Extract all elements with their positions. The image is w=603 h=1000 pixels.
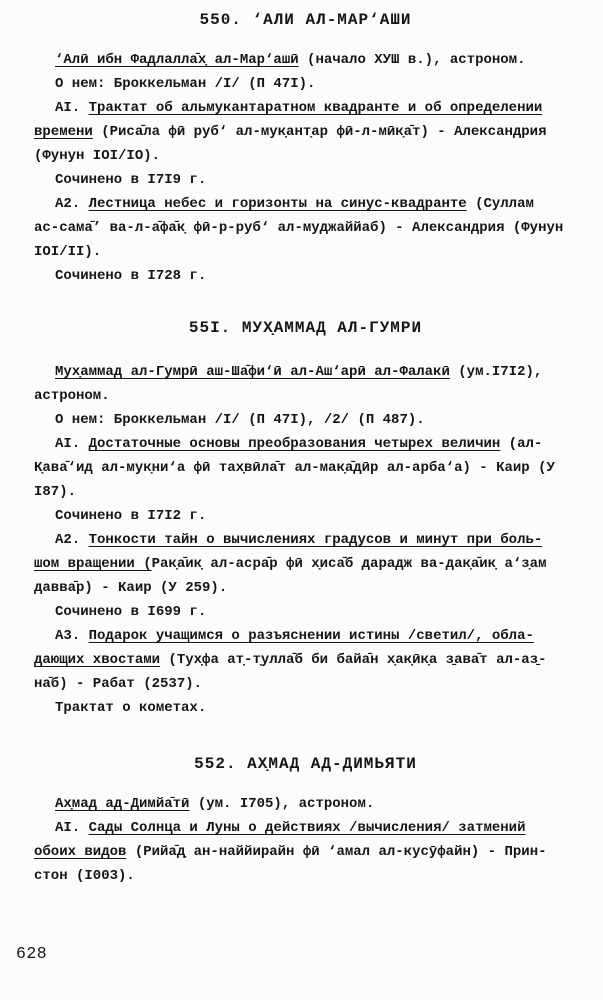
text-line [34, 120, 577, 144]
text-segment: астроном. [34, 388, 110, 404]
text-line [34, 576, 577, 600]
text-segment: ас-сама̄’ ва-л-а̄фа̄к̣ фӣ-р-руб‘ ал-муджаййаб) - Александрия (Фунун [34, 220, 564, 236]
underlined-text: времени [34, 124, 93, 140]
text-segment: А2. [55, 532, 89, 548]
text-line [34, 72, 577, 96]
text-line [34, 504, 577, 528]
text-line [34, 552, 577, 576]
text-segment: (ум.I7I2), [449, 364, 543, 380]
underlined-text: Ах̣мад ад-Димйа̄тӣ [55, 796, 190, 812]
text-segment: О нем: Броккельман /I/ (П 47I), /2/ (П 487). [55, 412, 425, 428]
text-segment: (Рийа̄д̣ ан-наййирайн фӣ ‘амал ал-кусӯфайн) - Прин- [126, 844, 547, 860]
text-segment: (Риса̄ла фӣ руб‘ ал-мук̣ант̣ар фӣ-л-мӣк̣а̄т) - Александрия [92, 124, 547, 140]
text-segment: Рак̣а̄ик̣ ал-асра̄р фӣ х̣иса̄б дарадж ва-дак̣а̄ик̣ а‘з̣ам [151, 556, 547, 572]
text-segment: на̄б) - Рабат (2537). [34, 676, 203, 692]
text-line [34, 648, 577, 672]
text-line [34, 816, 577, 840]
section-heading-550: 550. ‘АЛИ АЛ-МАР‘АШИ [199, 11, 412, 29]
underlined-text: Подарок учащимся о разъяснении истины /светил/, обла- [88, 628, 534, 644]
text-segment: Трактат о кометах. [55, 700, 207, 716]
text-segment: А3. [55, 628, 89, 644]
text-segment: (ум. I705), астроном. [189, 796, 375, 812]
text-line [34, 48, 577, 72]
underlined-text: обоих видов [34, 844, 127, 860]
text-line [34, 696, 577, 720]
underlined-text: шом вращении ( [34, 556, 152, 572]
text-line [34, 360, 577, 384]
text-segment: стон (I003). [34, 868, 135, 884]
text-line [34, 528, 577, 552]
underlined-text: Мух̣аммад ал-Гумрӣ аш-Ша̄фи‘ӣ ал-Аш‘арӣ ал-Фалакӣ [55, 364, 450, 380]
text-segment: К̣ава̄‘ид ал-мук̣ни‘а фӣ тах̣вӣла̄т ал-мак̣а̄дӣр ал-арба‘а) - Каир (У [34, 460, 555, 476]
underlined-text: Тонкости тайн о вычислениях градусов и минут при боль- [88, 532, 543, 548]
underlined-text: Достаточные основы преобразования четырех величин [88, 436, 501, 452]
text-line [34, 240, 577, 264]
text-line [34, 624, 577, 648]
text-segment: АI. [55, 100, 89, 116]
underlined-text: ‘Алӣ ибн Фадлалла̄х̣ ал-Мар‘ашӣ [55, 52, 299, 68]
text-segment: (Тух̣фа ат̣-т̣улла̄б би байа̄н х̣ак̣ӣк̣а з̱ава̄т ал-аз̱- [160, 652, 547, 668]
text-segment: АI. [55, 436, 89, 452]
text-segment: Сочинено в I7I2 г. [55, 508, 207, 524]
page-number: 628 [16, 944, 48, 963]
text-line [34, 384, 577, 408]
text-segment: Сочинено в I7I9 г. [55, 172, 207, 188]
text-line [34, 672, 577, 696]
text-line [34, 96, 577, 120]
underlined-text: Трактат об альмукантаратном квадранте и об определении [88, 100, 543, 116]
section-body-551 [34, 360, 577, 720]
section-body-550 [34, 48, 577, 288]
underlined-text: дающих хвостами [34, 652, 161, 668]
text-segment: (Суллам [466, 196, 534, 212]
text-line [34, 480, 577, 504]
section-body-552 [34, 792, 577, 888]
text-line [34, 192, 577, 216]
text-segment: IOI/II). [34, 244, 102, 260]
text-segment: Сочинено в I699 г. [55, 604, 207, 620]
text-segment: А2. [55, 196, 89, 212]
text-segment: Сочинено в I728 г. [55, 268, 207, 284]
text-line [34, 144, 577, 168]
underlined-text: Лестница небес и горизонты на синус-квадранте [88, 196, 467, 212]
text-line [34, 432, 577, 456]
text-line [34, 216, 577, 240]
text-segment: давва̄р) - Каир (У 259). [34, 580, 228, 596]
text-line [34, 264, 577, 288]
text-segment: I87). [34, 484, 77, 500]
section-heading-551: 55I. МУХ̣АММАД АЛ-ГУМРИ [188, 319, 423, 337]
text-line [34, 168, 577, 192]
text-line [34, 408, 577, 432]
text-line [34, 600, 577, 624]
text-line [34, 864, 577, 888]
underlined-text: Сады Солнца и Луны о действиях /вычисления/ затмений [88, 820, 526, 836]
text-segment: (ал- [500, 436, 543, 452]
text-segment: (Фунун IOI/IO). [34, 148, 161, 164]
section-heading-552: 552. АХ̣МАД АД-ДИМЬЯТИ [194, 755, 417, 773]
text-segment: АI. [55, 820, 89, 836]
text-segment: О нем: Броккельман /I/ (П 47I). [55, 76, 316, 92]
text-line [34, 840, 577, 864]
text-segment: (начало ХУШ в.), астроном. [298, 52, 526, 68]
text-line [34, 456, 577, 480]
text-line [34, 792, 577, 816]
